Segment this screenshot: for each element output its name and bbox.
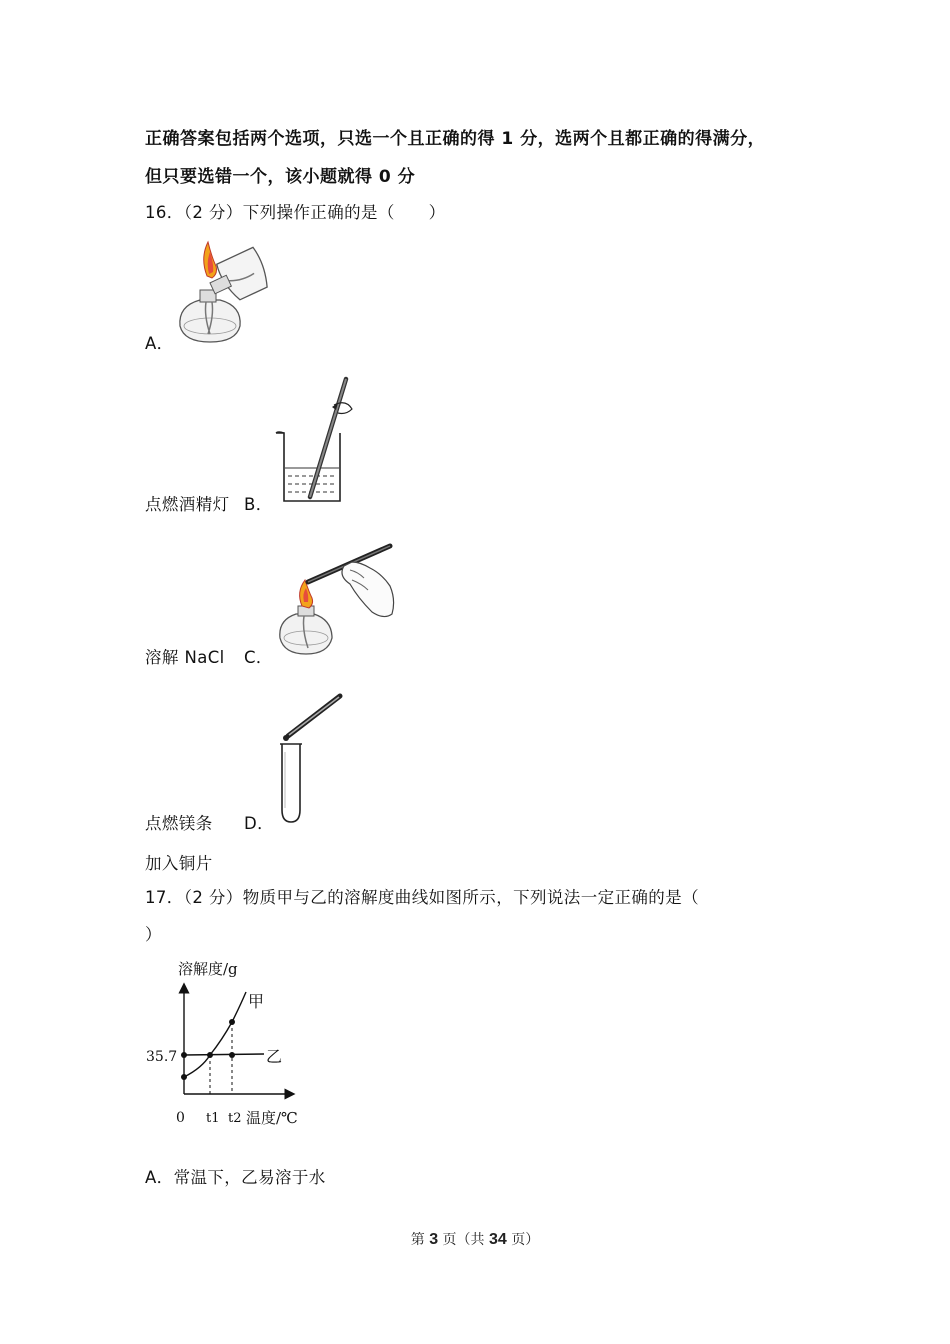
series-jia-label: 甲 — [248, 992, 265, 1011]
option-d-letter: D． — [244, 814, 275, 833]
alcohol-lamp-lit-by-another-lamp-figure — [170, 236, 274, 348]
instructions-line-1: 正确答案包括两个选项，只选一个且正确的得 1 分，选两个且都正确的得满分， — [145, 129, 766, 149]
solubility-curve-chart — [140, 950, 320, 1134]
question-17-option-a: A．常温下，乙易溶于水 — [145, 1168, 326, 1187]
option-d-caption: 加入铜片 — [145, 854, 213, 873]
point-yi-t2 — [229, 1052, 235, 1058]
footer-total-pages: 34 — [489, 1231, 507, 1248]
page-footer — [0, 1229, 950, 1249]
footer-suffix: 页） — [506, 1232, 540, 1248]
point-t1-intersection — [207, 1052, 213, 1058]
option-a-letter: A． — [145, 334, 174, 353]
point-yi-origin — [181, 1052, 187, 1058]
footer-prefix: 第 — [410, 1232, 430, 1248]
option-a-caption: 点燃酒精灯 — [145, 495, 230, 514]
series-yi-label: 乙 — [266, 1047, 283, 1066]
question-17-stem-line-2: ） — [145, 925, 162, 944]
x-axis-label: 温度/℃ — [246, 1109, 298, 1127]
point-jia-t2 — [229, 1019, 235, 1025]
x-tick-t2: t2 — [228, 1111, 242, 1126]
footer-mid: 页（共 — [438, 1232, 489, 1248]
point-jia-origin — [181, 1074, 187, 1080]
option-c-letter: C． — [244, 648, 273, 667]
series-yi-line — [184, 1054, 264, 1055]
y-axis-label: 溶解度/g — [178, 960, 238, 978]
x-tick-t1: t1 — [206, 1111, 220, 1126]
instructions-line-2: 但只要选错一个，该小题就得 0 分 — [145, 167, 416, 187]
beaker-with-thermometer-figure — [270, 375, 360, 507]
series-jia-curve — [184, 992, 246, 1077]
option-c-caption: 点燃镁条 — [145, 814, 213, 833]
question-17-stem-line-1: 17．（2 分）物质甲与乙的溶解度曲线如图所示，下列说法一定正确的是（ — [145, 888, 699, 907]
tweezers-and-test-tube-figure — [276, 692, 346, 826]
y-tick-label: 35.7 — [146, 1049, 178, 1065]
magnesium-ribbon-over-lamp-figure — [274, 540, 398, 660]
footer-page-number: 3 — [429, 1231, 439, 1248]
origin-label: 0 — [176, 1110, 185, 1126]
option-b-letter: B． — [244, 495, 273, 514]
option-b-caption: 溶解 NaCl — [145, 648, 225, 667]
question-16-stem: 16．（2 分）下列操作正确的是（ ） — [145, 203, 446, 222]
